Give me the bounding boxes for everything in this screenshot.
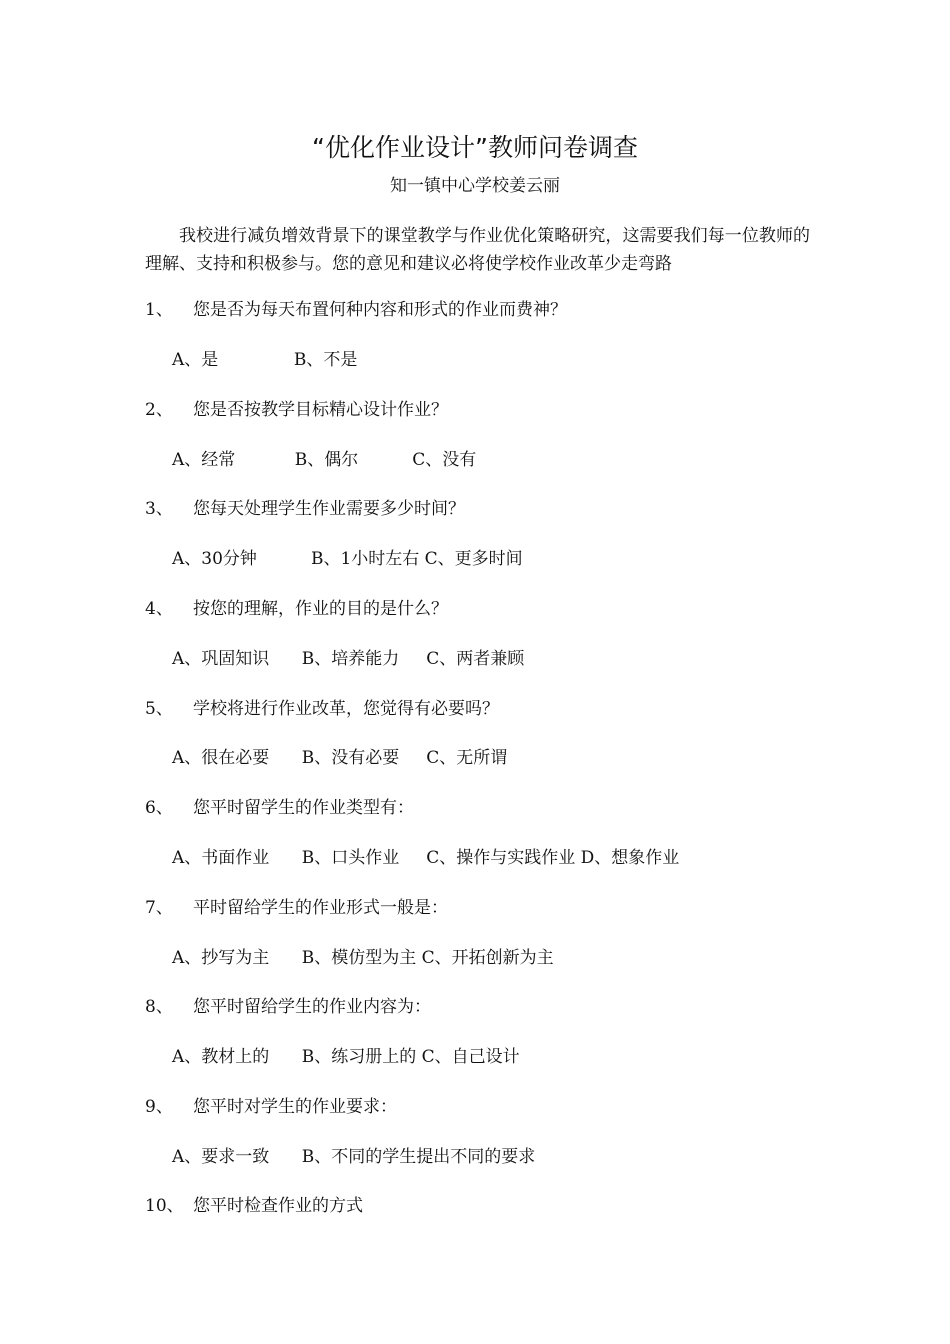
question-10 xyxy=(145,1194,825,1218)
question-4 xyxy=(145,597,825,621)
question-3 xyxy=(145,497,825,521)
question-1-options: A、是 B、不是 xyxy=(172,350,358,370)
question-number: 1、 xyxy=(145,300,173,320)
question-text: 您平时留学生的作业类型有： xyxy=(193,798,414,818)
question-7-options: A、抄写为主 B、模仿型为主 C、开拓创新为主 xyxy=(172,948,554,968)
question-number: 10、 xyxy=(145,1196,184,1216)
question-number: 2、 xyxy=(145,400,173,420)
question-5-options: A、很在必要 B、没有必要 C、无所谓 xyxy=(172,748,508,768)
question-text: 按您的理解，作业的目的是什么？ xyxy=(193,599,448,619)
question-6-options: A、书面作业 B、口头作业 C、操作与实践作业 D、想象作业 xyxy=(172,848,680,868)
question-text: 平时留给学生的作业形式一般是： xyxy=(193,898,448,918)
question-8-options: A、教材上的 B、练习册上的 C、自己设计 xyxy=(172,1047,520,1067)
question-number: 6、 xyxy=(145,798,173,818)
question-9-options: A、要求一致 B、不同的学生提出不同的要求 xyxy=(172,1147,536,1167)
author-line: 知一镇中心学校姜云丽 xyxy=(390,176,560,196)
question-9 xyxy=(145,1095,825,1119)
question-6 xyxy=(145,796,825,820)
question-number: 3、 xyxy=(145,499,173,519)
question-text: 您平时留给学生的作业内容为： xyxy=(193,997,431,1017)
question-2-options: A、经常 B、偶尔 C、没有 xyxy=(172,450,477,470)
question-number: 5、 xyxy=(145,699,173,719)
question-number: 7、 xyxy=(145,898,173,918)
question-8 xyxy=(145,995,825,1019)
question-number: 4、 xyxy=(145,599,173,619)
question-text: 您平时检查作业的方式 xyxy=(193,1196,363,1216)
question-2 xyxy=(145,398,825,422)
question-text: 学校将进行作业改革，您觉得有必要吗？ xyxy=(193,699,499,719)
question-number: 8、 xyxy=(145,997,173,1017)
question-text: 您每天处理学生作业需要多少时间？ xyxy=(193,499,465,519)
question-text: 您是否按教学目标精心设计作业？ xyxy=(193,400,448,420)
intro-text: 我校进行减负增效背景下的课堂教学与作业优化策略研究，这需要我们每一位教师的理解、支持和积极参与。您的意见和建议必将使学校作业改革少走弯路 xyxy=(145,226,810,274)
question-7 xyxy=(145,896,825,920)
question-4-options: A、巩固知识 B、培养能力 C、两者兼顾 xyxy=(172,649,525,669)
question-text: 您平时对学生的作业要求： xyxy=(193,1097,397,1117)
page-title: “优化作业设计”教师问卷调查 xyxy=(312,133,638,162)
question-5 xyxy=(145,697,825,721)
question-number: 9、 xyxy=(145,1097,173,1117)
question-3-options: A、30分钟 B、1小时左右 C、更多时间 xyxy=(172,549,523,569)
question-1 xyxy=(145,298,825,322)
question-text: 您是否为每天布置何种内容和形式的作业而费神？ xyxy=(193,300,567,320)
intro-paragraph xyxy=(145,222,810,278)
